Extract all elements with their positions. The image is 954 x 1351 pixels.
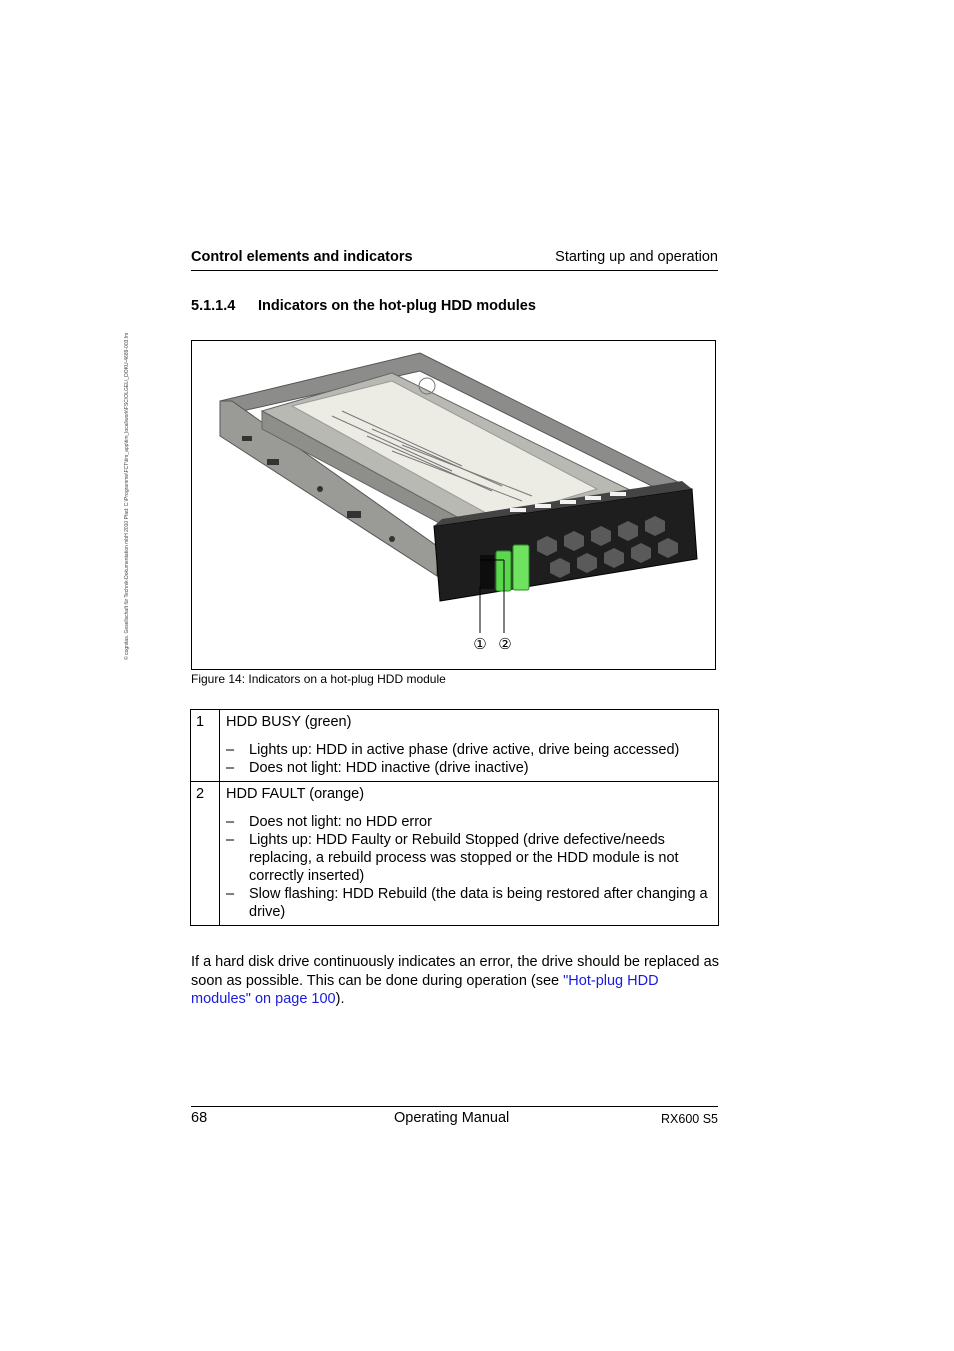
footer-rule xyxy=(191,1106,718,1107)
running-header-chapter: Control elements and indicators xyxy=(191,249,413,265)
table-row xyxy=(191,782,719,926)
section-number: 5.1.1.4 xyxy=(191,298,236,314)
paragraph-text-end: ). xyxy=(335,991,345,1007)
cross-reference-link[interactable]: "Hot-plug HDD modules" on page 100 xyxy=(191,972,659,1007)
indicator-number: 2 xyxy=(191,782,220,926)
list-item xyxy=(226,759,712,777)
list-dash: – xyxy=(226,814,235,830)
list-item xyxy=(226,885,712,921)
list-dash: – xyxy=(226,760,235,776)
figure-caption: Figure 14: Indicators on a hot-plug HDD module xyxy=(191,672,446,686)
list-item-text: Slow flashing: HDD Rebuild (the data is being restored after changing a drive) xyxy=(249,886,708,920)
side-margin-note: © cognitas. Gesellschaft für Technik-Dokumentation mbH 2010 Pfad: C:\Programme\FCT\tim_app\tim_local\work\FSC\OLGEL\_DOKU-4689-003.fm xyxy=(124,332,130,660)
footer-manual-title: Operating Manual xyxy=(394,1110,510,1126)
indicator-table xyxy=(190,709,719,926)
footer-product: RX600 S5 xyxy=(661,1112,718,1126)
list-dash: – xyxy=(226,832,235,848)
list-item xyxy=(226,741,712,759)
indicator-title: HDD BUSY (green) xyxy=(226,714,352,730)
header-rule xyxy=(191,270,718,271)
fault-led-lever xyxy=(513,545,529,590)
list-item xyxy=(226,831,712,885)
list-item-text: Does not light: no HDD error xyxy=(249,814,432,830)
hdd-module-illustration xyxy=(192,341,717,671)
callout-1: ① xyxy=(473,635,487,653)
indicator-description xyxy=(220,710,719,782)
figure-frame xyxy=(191,340,716,670)
list-item xyxy=(226,813,712,831)
callout-2: ② xyxy=(498,635,512,653)
paragraph-text: If a hard disk drive continuously indicates an error, the drive should be replaced as soon as possible. This can be done during operation (see xyxy=(191,954,719,989)
page-number: 68 xyxy=(191,1110,208,1126)
running-header-section: Starting up and operation xyxy=(555,249,718,265)
table-row xyxy=(191,710,719,782)
section-heading xyxy=(191,298,536,314)
list-item-text: Lights up: HDD in active phase (drive active, drive being accessed) xyxy=(249,742,680,758)
indicator-number: 1 xyxy=(191,710,220,782)
list-dash: – xyxy=(226,742,235,758)
indicator-title: HDD FAULT (orange) xyxy=(226,786,365,802)
list-dash: – xyxy=(226,886,235,902)
list-item-text: Does not light: HDD inactive (drive inactive) xyxy=(249,760,529,776)
body-paragraph xyxy=(191,953,719,1009)
indicator-description xyxy=(220,782,719,926)
section-title: Indicators on the hot-plug HDD modules xyxy=(258,298,536,314)
list-item-text: Lights up: HDD Faulty or Rebuild Stopped (drive defective/needs replacing, a rebuild process was stopped or the HDD module is not correctly inserted) xyxy=(249,832,679,884)
